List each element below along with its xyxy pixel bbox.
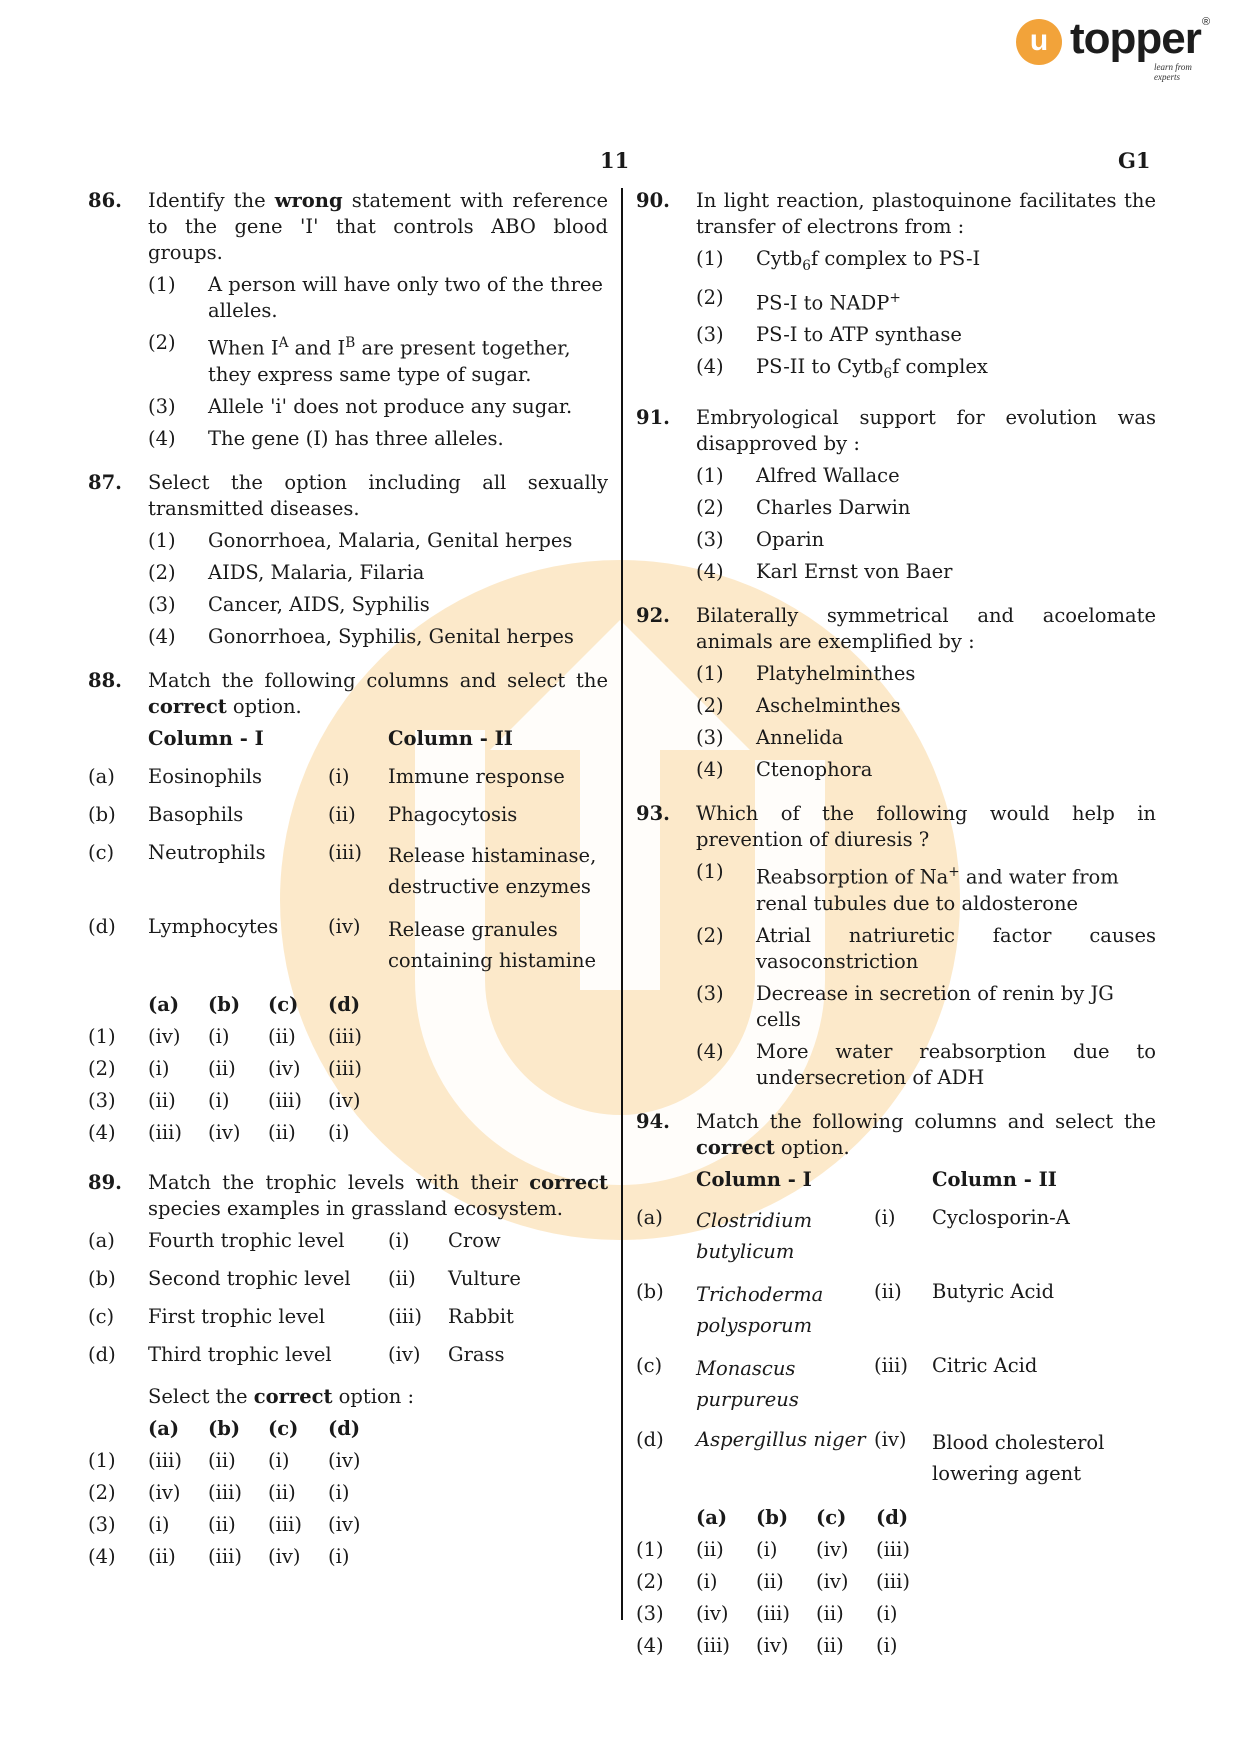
answer-row: (4) (iii) (iv) (ii) (i) [636,1633,898,1657]
answer-table: (a) (b) (c) (d) (1) (ii) (i) (iv) (iii) (2) (i) (ii) (iv) (iii) (3) (iv) (iii) (ii) (i) (4) (iii) (iv) (ii) (i) [636,1505,936,1665]
logo-text: topper [1070,14,1201,63]
question-number: 88. [88,668,122,692]
logo-registered-mark: ® [1202,16,1211,28]
match-row: (c) First trophic level (iii) Rabbit [88,1304,514,1328]
option-3: (3) Cancer, AIDS, Syphilis [148,592,430,616]
match-row: (d) Third trophic level (iv) Grass [88,1342,505,1366]
option-4: (4) PS-II to Cytb$_6$f complex [696,355,988,383]
answer-row: (3) (iv) (iii) (ii) (i) [636,1601,898,1625]
question-93 [636,801,1156,1091]
answer-row: (1) (iv) (i) (ii) (iii) [88,1024,362,1048]
match-table [636,1167,1156,1501]
option-1: (1) Cytb$_6$f complex to PS-I [696,247,981,274]
left-column [88,188,608,1594]
question-number: 87. [88,470,122,494]
column-1-header: Column - I [148,726,264,750]
answer-row: (2) (iv) (iii) (ii) (i) [88,1480,350,1504]
option-4: (4) Gonorrhoea, Syphilis, Genital herpes [148,624,574,648]
match-table [88,1228,608,1380]
question-90 [636,188,1156,387]
question-number: 86. [88,189,122,212]
option-4: (4) More water reabsorption due to undersecretion of ADH [696,1039,1156,1089]
match-row: (c) Monascus purpureus (iii) Citric Acid [636,1353,1038,1411]
question-89 [88,1170,608,1576]
option-1: (1) Platyhelminthes [696,662,916,686]
right-column [636,188,1156,1683]
option-3: (3) Oparin [696,528,825,552]
question-text: Match the following columns and select the correct option. [148,668,608,718]
paper-code: G1 [1118,148,1151,173]
option-4: (4) Ctenophora [696,758,873,782]
question-number: 92. [636,604,670,628]
answer-table: (a) (b) (c) (d) (1) (iii) (ii) (i) (iv) (2) (iv) (iii) (ii) (i) (3) (i) (ii) (iii) (iv) (4) (ii) (iii) (iv) (i) [88,1416,388,1576]
question-text: Embryological support for evolution was disapproved by : [696,406,1156,456]
question-91 [636,405,1156,585]
match-row: (b) Basophils (ii) Phagocytosis [88,802,518,826]
question-number: 91. [636,406,670,430]
topper-logo [1016,14,1216,82]
option-1: (1) A person will have only two of the three alleles. [148,273,603,322]
match-table [88,726,608,988]
match-row: (b) Second trophic level (ii) Vulture [88,1266,521,1290]
answer-row: (1) (iii) (ii) (i) (iv) [88,1448,361,1472]
option-4: (4) The gene (I) has three alleles. [148,426,504,450]
select-instruction: Select the correct option : [148,1384,415,1408]
question-text: Bilaterally symmetrical and acoelomate animals are exemplified by : [696,604,1156,654]
question-86 [88,188,608,452]
option-2: (2) When $I^A$ and $I^B$ are present together, they express same type of sugar. [148,331,571,386]
match-row: (a) Eosinophils (i) Immune response [88,764,565,788]
option-2: (2) Charles Darwin [696,496,911,520]
match-row: (c) Neutrophils (iii) Release histaminase, destructive enzymes [88,840,597,898]
question-text: Match the following columns and select the correct option. [696,1109,1156,1159]
option-3: (3) Annelida [696,726,844,750]
match-row: (d) Aspergillus niger (iv) Blood cholesterol lowering agent [636,1427,1105,1485]
column-2-header: Column - II [932,1167,1057,1191]
logo-tagline: learn from experts [1154,62,1192,82]
option-4: (4) Karl Ernst von Baer [696,560,953,584]
match-row: (a) Clostridium butylicum (i) Cyclosporin-A [636,1205,1070,1263]
option-1: (1) Reabsorption of Na+ and water from renal tubules due to aldosterone [696,860,1119,915]
question-number: 89. [88,1170,122,1194]
question-87 [88,470,608,650]
question-text: Identify the wrong statement with reference to the gene 'I' that controls ABO blood groups. [148,189,608,264]
answer-row: (2) (i) (ii) (iv) (iii) [88,1056,362,1080]
match-row: (a) Fourth trophic level (i) Crow [88,1228,501,1252]
option-1: (1) Alfred Wallace [696,464,900,488]
option-2: (2) Aschelminthes [696,694,901,718]
match-row: (b) Trichoderma polysporum (ii) Butyric Acid [636,1279,1055,1337]
option-2: (2) Atrial natriuretic factor causes vasoconstriction [696,923,1156,973]
option-3: (3) Decrease in secretion of renin by JG cells [696,981,1114,1031]
option-2: (2) AIDS, Malaria, Filaria [148,560,425,584]
answer-row: (1) (ii) (i) (iv) (iii) [636,1537,910,1561]
question-number: 94. [636,1109,670,1133]
column-1-header: Column - I [696,1167,812,1191]
option-1: (1) Gonorrhoea, Malaria, Genital herpes [148,528,573,552]
question-text: Select the option including all sexually transmitted diseases. [148,470,608,520]
question-92 [636,603,1156,783]
column-2-header: Column - II [388,726,513,750]
answer-row: (2) (i) (ii) (iv) (iii) [636,1569,910,1593]
option-3: (3) PS-I to ATP synthase [696,323,962,347]
question-text: Which of the following would help in prevention of diuresis ? [696,802,1156,852]
answer-row: (4) (ii) (iii) (iv) (i) [88,1544,350,1568]
column-divider [621,188,623,1620]
page-number: 11 [600,148,630,173]
logo-mark-icon: u [1016,19,1062,65]
option-3: (3) Allele 'i' does not produce any sugar. [148,394,573,418]
answer-row: (4) (iii) (iv) (ii) (i) [88,1120,350,1144]
question-number: 90. [636,189,670,212]
match-row: (d) Lymphocytes (iv) Release granules containing histamine [88,914,597,972]
answer-row: (3) (i) (ii) (iii) (iv) [88,1512,361,1536]
question-number: 93. [636,802,670,826]
question-88 [88,668,608,1152]
question-text: Match the trophic levels with their correct species examples in grassland ecosystem. [148,1170,608,1220]
question-94 [636,1109,1156,1665]
answer-row: (3) (ii) (i) (iii) (iv) [88,1088,361,1112]
question-text: In light reaction, plastoquinone facilitates the transfer of electrons from : [696,189,1156,238]
answer-table: (a) (b) (c) (d) (1) (iv) (i) (ii) (iii) (2) (i) (ii) (iv) (iii) (3) (ii) (i) (iii) (iv) (4) (iii) (iv) (ii) (i) [88,992,388,1152]
option-2: (2) PS-I to NADP+ [696,285,901,315]
